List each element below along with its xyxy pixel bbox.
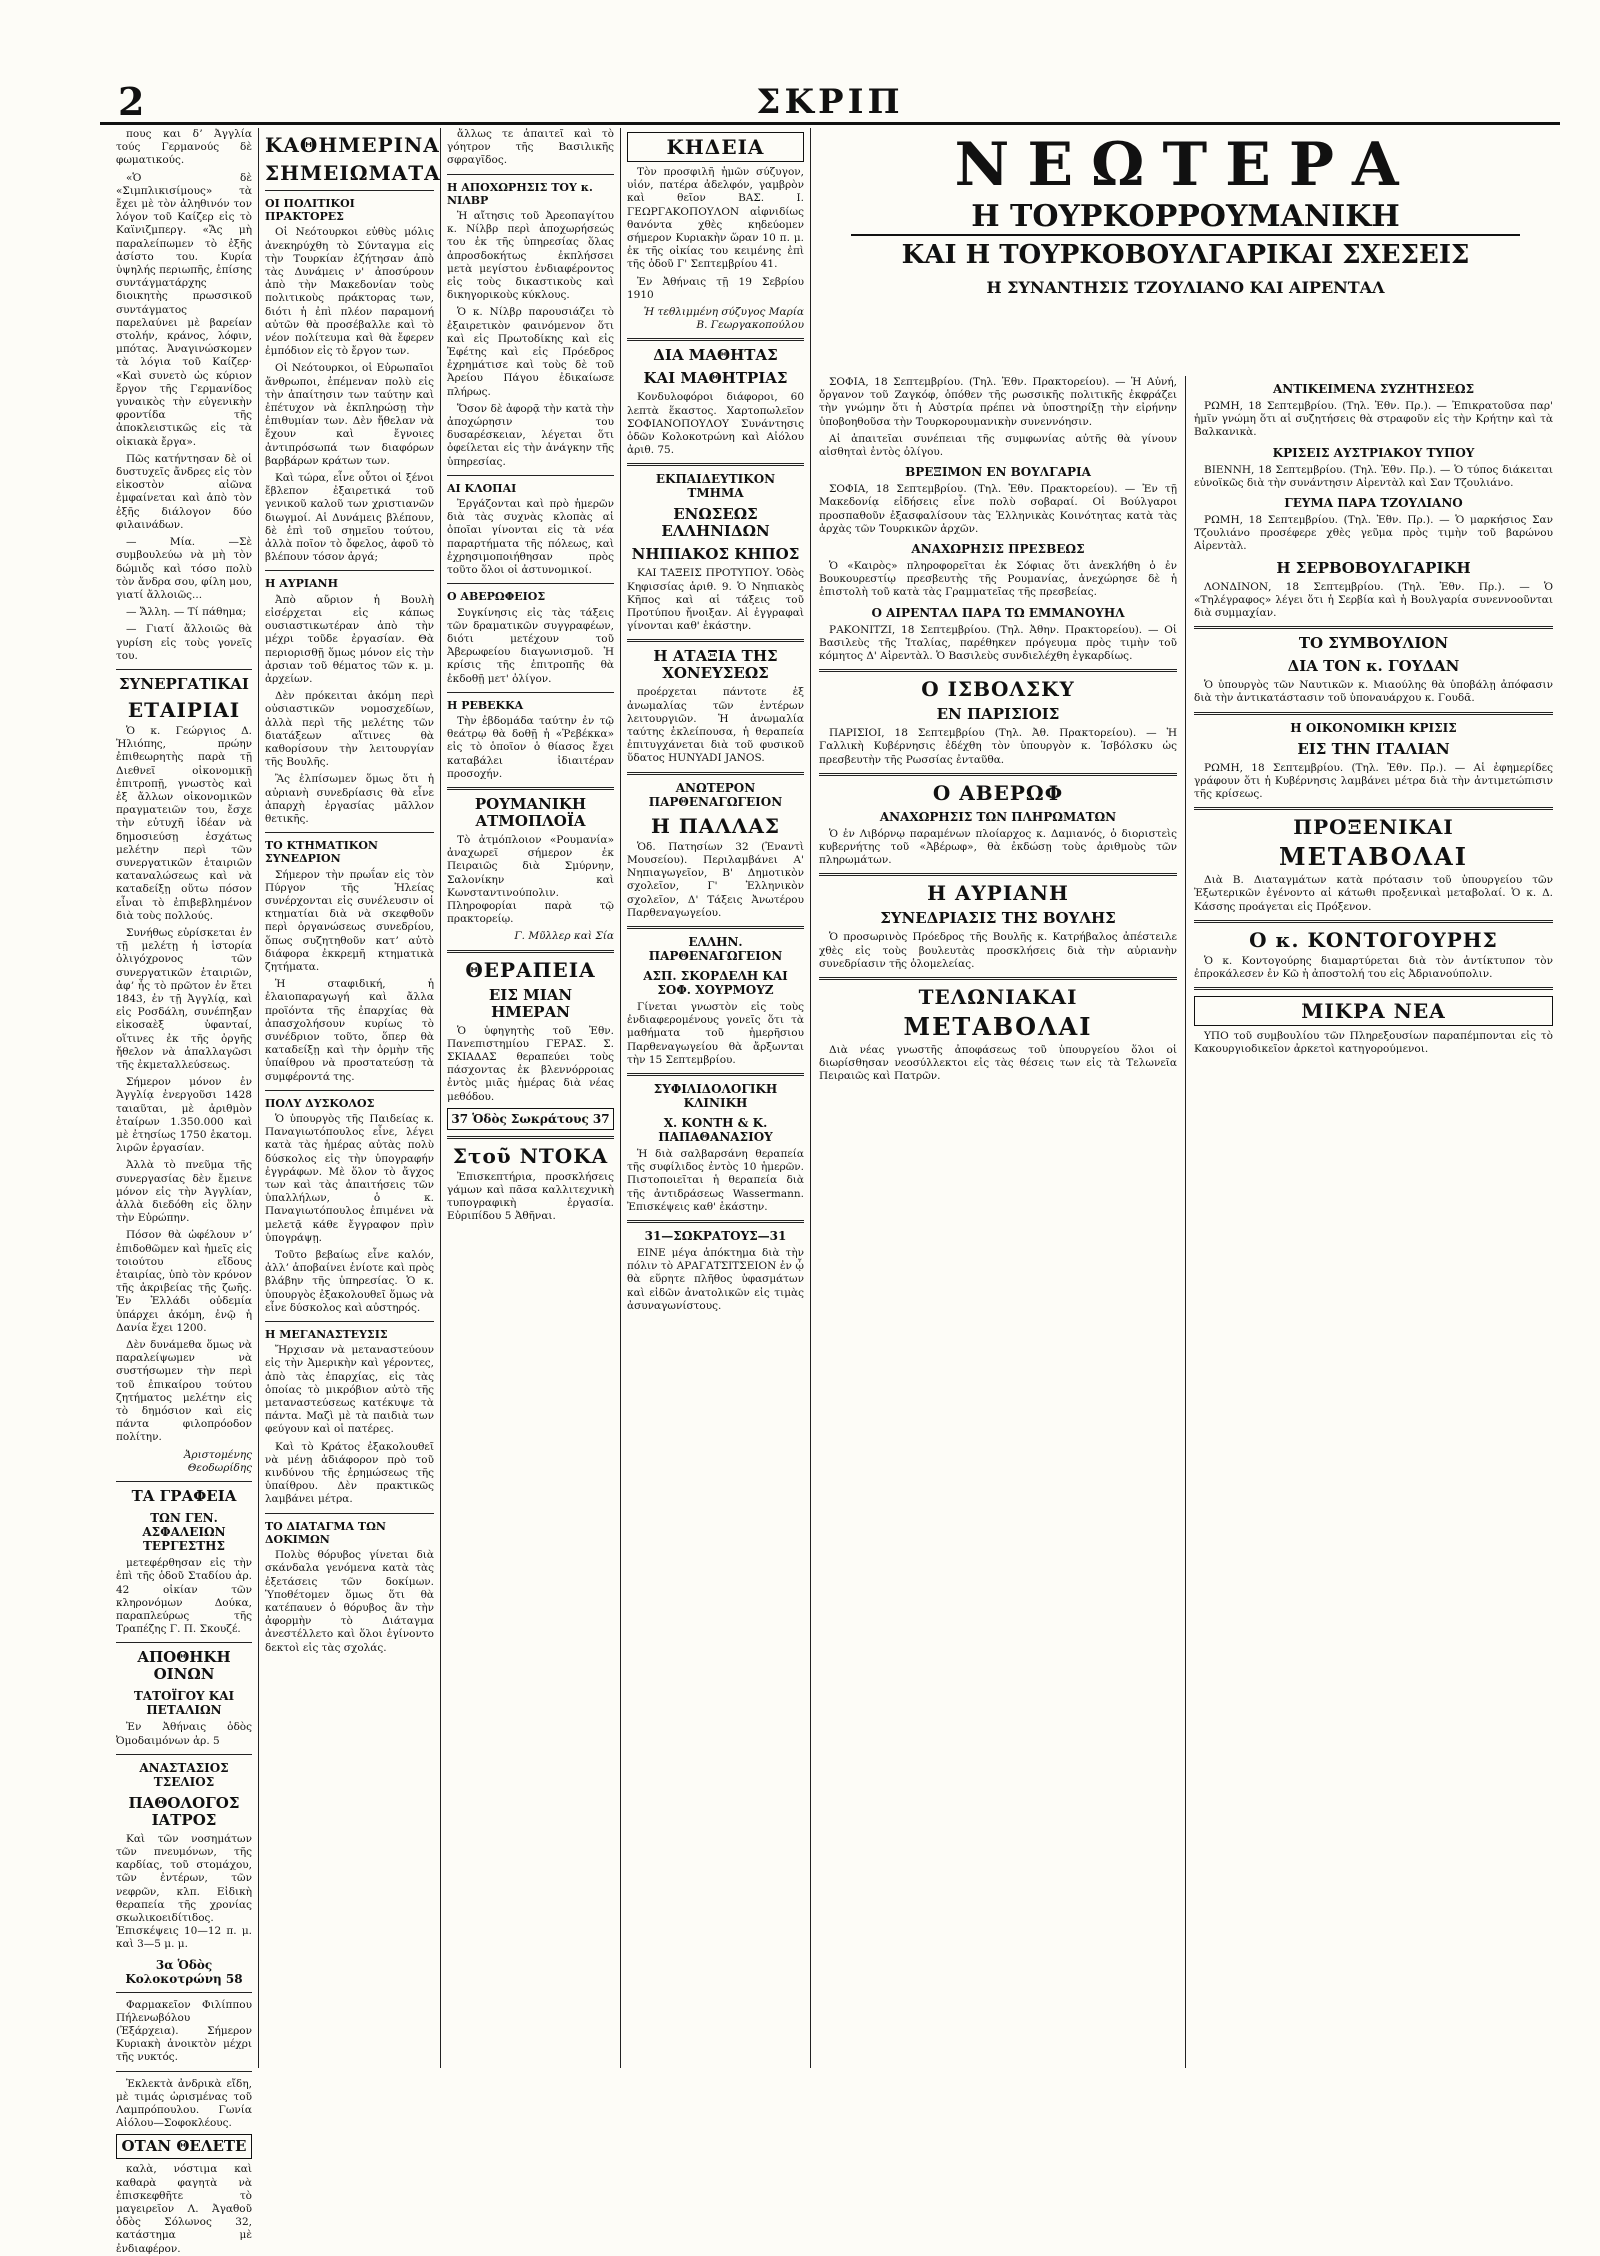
column-1 <box>110 128 258 2255</box>
divider <box>819 873 1177 876</box>
news-subheadline-metavolai: ΜΕΤΑΒΟΛΑΙ <box>1279 842 1468 872</box>
newspaper-name: ΣΚΡΙΠ <box>756 82 904 122</box>
news-paragraph: ΒΙΕΝΝΗ, 18 Σεπτεμβρίου. (Τηλ. Ἐθν. Πρ.). — Ὁ τύπος διάκειται εὐνοϊκῶς διὰ τὴν συνάντησιν Αἰρεντὰλ καὶ Σαν Τζουλιάνο. <box>1194 463 1553 489</box>
ad-subheadline-pallas: Η ΠΑΛΛΑΣ <box>651 813 780 838</box>
divider <box>265 1513 434 1514</box>
article-paragraph: ἄλλως τε ἀπαιτεῖ καὶ τὸ γόητρον τῆς Βασιλικῆς σφραγῖδος. <box>447 128 614 167</box>
section-headline-kathimerina: ΚΑΘΗΜΕΡΙΝΑ <box>265 133 440 157</box>
news-headline-averof: Ο ΑΒΕΡΩΦ <box>932 780 1064 805</box>
article-paragraph: Συνήθως εὑρίσκεται ἐν τῇ μελέτῃ ἡ ἱστορία ὀλιγόχρονος τῶν συνεργατικῶν ἑταιριῶν, ἀφʼ ἧς τὸ πρῶτον ἐν ἔτει 1843, ἐν τῇ Ἀγγλίᾳ, καὶ εἰς Ροσδάλη, συνέπηξαν εἰκοσαὲξ ὑφανταί, οἵτινες ἐκ τῆς ὀργῆς ἤθελον νὰ ἀπαλλαγῶσι τῆς ἐκμεταλλεύσεως. <box>116 926 252 1071</box>
divider <box>447 583 614 584</box>
ad-subheadline-iatros: ΠΑΘΟΛΟΓΟΣ ΙΑΤΡΟΣ <box>128 1793 240 1829</box>
divider <box>116 1642 252 1643</box>
divider <box>265 832 434 833</box>
news-paragraph: ΡΑΚΟΝΙΤΖΙ, 18 Σεπτεμβρίου. (Τηλ. Ἀθην. Πρακτορείου). — Οἱ Βασιλεὺς τῆς Ἰταλίας, παρέθηκεν πρόγευμα πρὸς τιμὴν τοῦ κόμητος Δ' Αἰρεντὰλ. Ὁ Βασιλεὺς συνδιελέχθη ἐγκαρδίως. <box>819 623 1177 663</box>
ad-subheadline-enoseos: ΕΝΩΣΕΩΣ ΕΛΛΗΝΙΔΩΝ <box>661 505 770 541</box>
ad-headline-ntoka: Στοῦ ΝΤΟΚΑ <box>452 1143 609 1168</box>
subheadline-synantisis: Η ΣΥΝΑΝΤΗΣΙΣ ΤΖΟΥΛΙΑΝΟ ΚΑΙ ΑΙΡΕΝΤΑΛ <box>986 278 1385 297</box>
divider <box>447 475 614 476</box>
ad-address: 37 Ὁδὸς Σωκράτους 37 <box>447 1108 614 1130</box>
masthead <box>100 79 1560 125</box>
neotera-headline: ΝΕΩΤΕΡΑ <box>954 130 1417 200</box>
article-paragraph: Ἂς ἐλπίσωμεν ὅμως ὅτι ἡ αὐριανὴ συνεδρίασις θὰ εἶνε ἀπαρχὴ ἐργασίας μᾶλλον θετικῆς. <box>265 773 434 825</box>
article-paragraph: Ὁ κ. Νίλβρ παρουσιάζει τὸ ἐξαιρετικὸν φαινόμενον ὅτι καὶ εἰς Πρωτοδίκης καὶ εἰς Ἐφέτης καὶ εἰς Πρόεδρος ἐχρημάτισε καὶ τοὺς δὲ τοῦ Ἀρείου Πάγου ἐδικαίωσε πλήρως. <box>447 306 614 398</box>
article-paragraph: Ἡ σταφιδική, ἡ ἐλαιοπαραγωγή καὶ ἄλλα προϊόντα τῆς ἐπαρχίας θὰ ἀπασχολήσουν κυρίως τὸ συνέδριον τοῦτο, ὅπερ θὰ καταδείξῃ καὶ τὴν ὁρμὴν τῆς ὑπαίθρου νὰ προστατεύσῃ τὰ συμφέροντά της. <box>265 978 434 1083</box>
article-paragraph: Ὁ κ. Γεώργιος Δ. Ἠλιόπης, πρώην ἐπιθεωρητὴς παρὰ τῇ Διεθνεῖ οἰκονομικῇ ἐπιτροπῇ, γνωστὸς καὶ ἐξ ἄλλων οἰκονομικῶν πραγματειῶν του, ἔσχε τὴν εὐτυχῆ ἰδέαν νὰ δημοσιεύσῃ ἐσχάτως μελέτην περὶ τῶν συνεργατικῶν ἑταιριῶν καταναλώσεως καὶ νὰ καταδείξῃ οὕτω πόσον εἶναι τὸ ἐπιβεβλημένον διὰ τοὺς πολλούς. <box>116 724 252 922</box>
article-paragraph: Τὴν ἐβδομάδα ταύτην ἐν τῷ θεάτρῳ θὰ δοθῇ ἡ «Ῥεβέκκα» εἰς τὸ ὁποῖον ὁ θίασος ἔχει καταβάλει ἰδιαιτέραν προσοχήν. <box>447 714 614 780</box>
news-headline: ΑΝΤΙΚΕΙΜΕΝΑ ΣΥΖΗΤΗΣΕΩΣ <box>1272 382 1475 396</box>
ad-text: Ἡ διὰ σαλβαρσάνη θεραπεία τῆς συφίλιδος ἐντὸς 10 ἡμερῶν. Πιστοποιεῖται ἡ θεραπεία διὰ τῆς ἀντιδράσεως Wassermann. Ἐπισκέψεις καθ' ἑκάστην. <box>627 1147 804 1213</box>
divider <box>116 1754 252 1755</box>
intro-paragraph: — Μία. —Σὲ συμβουλεύω νὰ μὴ τὸν δώμιὄς καὶ τόσο πολὺ τὸν ἄνδρα σου, φίλη μου, γιατί ἄλλοιῶς... <box>116 536 252 601</box>
news-paragraph: ΠΑΡΙΣΙΟΙ, 18 Σεπτεμβρίου (Τηλ. Ἀθ. Πρακτορείου). — Ἡ Γαλλικὴ Κυβέρνησις ἐδέχθη τὸν ὑπουργὸν κ. Ἰσβόλσκυ ὡς πρεσβευτὴν τῆς Ρωσσίας ἐνταῦθα. <box>819 727 1177 766</box>
article-paragraph: Ἐργάζονται καὶ πρὸ ἡμερῶν διὰ τὰς συχνὰς κλοπὰς αἱ ὁποῖαι γίνονται εἰς τὰ νέα παραρτήματα τῆς πόλεως, καὶ ἐχρησιμοποιήθησαν πρὸς τοῦτο ὅλοι οἱ ἀστυνομικοί. <box>447 498 614 577</box>
article-headline: ΤΟ ΔΙΑΤΑΓΜΑ ΤΩΝ ΔΟΚΙΜΩΝ <box>265 1519 386 1546</box>
news-paragraph: Ὁ ὑπουργὸς τῶν Ναυτικῶν κ. Μιαούλης θὰ ὑποβάλῃ ἀπόφασιν διὰ τὴν ἀντικατάστασιν τοῦ ὑποναυάρχου κ. Γουδᾶ. <box>1194 679 1553 705</box>
news-headline: Ο ΑΙΡΕΝΤΑΛ ΠΑΡΑ ΤΩ ΕΜΜΑΝΟΥΗΛ <box>871 605 1125 620</box>
news-paragraph: Ὁ «Καιρὸς» πληροφορεῖται ἐκ Σόφιας ὅτι ἀνεκλήθη ὁ ἐν Βουκουρεστίῳ πρεσβευτὴς τῆς Ρουμανίας, ἀνεχώρησε δὲ ἡ ἐπιστολὴ τοῦ κατὰ τὰς Γραμματεῖας τῆς πρεσβείας. <box>819 560 1177 599</box>
ad-headline-apothiki: ΑΠΟΘΗΚΗ ΟΙΝΩΝ <box>137 1648 231 1684</box>
article-paragraph: Συγκίνησις εἰς τὰς τάξεις τῶν δραματικῶν συγγραφέων, διότι μετέχουν τοῦ Ἀβερωφείου διαγωνισμοῦ. Ἡ κρίσις τῆς ἐπιτροπῆς θὰ ἐκδοθῇ μετ' ὀλίγον. <box>447 606 614 685</box>
ad-address: 3α Ὁδὸς Κολοκοτρώνη 58 <box>125 1957 243 1986</box>
banner-tourkorroumaniki: Η ΤΟΥΡΚΟΡΡΟΥΜΑΝΙΚΗ <box>851 200 1520 236</box>
ad-text: Καὶ τῶν νοσημάτων τῶν πνευμόνων, τῆς καρδίας, τοῦ στομάχου, τῶν ἐντέρων, τῶν νεφρῶν, κλπ. Εἰδικὴ θεραπεία τῆς χρονίας σκωλικοειδίτιδος. Ἐπισκέψεις 10—12 π. μ. καὶ 3—5 μ. μ. <box>116 1832 252 1951</box>
divider <box>627 1220 804 1223</box>
ad-subheadline-apothiki: ΤΑΤΟΪΓΟΥ ΚΑΙ ΠΕΤΑΛΙΩΝ <box>133 1689 235 1718</box>
article-paragraph: Ἀπὸ αὔριον ἡ Βουλὴ εἰσέρχεται εἰς κάπως ουσιαστικωτέραν ἀπὸ τὴν μέχρι τοῦδε ἐργασίαν. Θὰ περιορισθῇ ὅμως μόνον εἰς τὴν ἀρσιαν τοῦ θέματος τῶν κ. μ. ἀρχείων. <box>265 593 434 685</box>
divider <box>116 1481 252 1482</box>
news-paragraph: Διὰ Β. Διαταγμάτων κατὰ πρότασιν τοῦ ὑπουργείου τῶν Ἐξωτερικῶν ἐγένοντο αἱ κάτωθι προξενικαὶ μεταβολαί. Ὁ κ. Δ. Κάσσης προάγεται εἰς Πρόξενον. <box>1194 874 1553 913</box>
column-2 <box>258 128 440 2068</box>
news-subheadline-parisiois: ΕΝ ΠΑΡΙΣΙΟΙΣ <box>936 705 1060 724</box>
ad-headline-mathitas: ΔΙΑ ΜΑΘΗΤΑΣ <box>653 346 778 365</box>
divider <box>627 463 804 466</box>
news-subheadline-italian: ΕΙΣ ΤΗΝ ΙΤΑΛΙΑΝ <box>1297 739 1450 758</box>
divider <box>265 1090 434 1091</box>
news-paragraph: Ὁ προσωρινὸς Πρόεδρος τῆς Βουλῆς κ. Κατρήβαλος ἀπέστειλε χθὲς εἰς τοὺς βουλευτὰς προσκλήσεις διὰ τὴν αὐριανὴν συνεδρίασιν τῆς ὁλομελείας. <box>819 931 1177 970</box>
intro-paragraph: Πῶς κατήντησαν δὲ οἱ δυστυχεῖς ἄνδρες εἰς τὸν εἰκοστὸν αἰῶνα ἐμφαίνεται καὶ ἀπὸ τὸν ἐξῆς διάλογον δύο φιλαινάδων. <box>116 452 252 531</box>
news-paragraph: ΡΩΜΗ, 18 Σεπτεμβρίου. (Τηλ. Ἐθν. Πρ.). — Ὁ μαρκήσιος Σαν Τζουλιάνο προσέφερε χθὲς γεῦμα πρὸς τιμὴν τοῦ βαρώνου Αἰρεντὰλ. <box>1194 514 1553 553</box>
article-paragraph: Πόσον θὰ ὠφέλουν νʼ ἐπιδοθῶμεν καὶ ἡμεῖς εἰς τοιούτου εἴδους ἑταιρίας, ὑπὸ τὸν κρόνον τῆς ἀκριβείας τῆς ζωῆς. Ἐν Ἑλλάδι οὐδεμία ὑπάρχει ἀκόμη, ἐνῷ ἡ Δανία ἔχει 1200. <box>116 1229 252 1334</box>
article-headline: ΠΟΛΥ ΔΥΣΚΟΛΟΣ <box>265 1096 375 1110</box>
news-subheadline-metavolai: ΜΕΤΑΒΟΛΑΙ <box>903 1012 1093 1042</box>
ad-subheadline-therapeia: ΕΙΣ ΜΙΑΝ ΗΜΕΡΑΝ <box>488 985 573 1021</box>
article-paragraph: Οἱ Νεότουρκοι εὐθὺς μόλις ἀνεκηρύχθη τὸ Σύνταγμα εἰς τὴν Τουρκίαν ἐζήτησαν ἀπὸ τὰς Δυνάμεις ν' ἀποσύρουν ἀπὸ τὴν Μακεδονίαν τοὺς πολιτικοὺς πράκτορας των, διότι ἡ ἐπὶ πλέον παραμονή αὐτῶν θὰ προσέβαλλε καὶ τὸ νέον πολίτευμα καὶ θὰ ἔφερεν ἐμπόδιον εἰς τὸ ἔργον των. <box>265 226 434 358</box>
article-headline: Η ΜΕΓΑΝΑΣΤΕΥΣΙΣ <box>265 1328 388 1342</box>
divider <box>627 772 804 775</box>
divider <box>116 2071 252 2072</box>
news-headline: ΒΡΕΞΙΜΟΝ ΕΝ ΒΟΥΛΓΑΡΙΑ <box>905 465 1091 480</box>
divider <box>1194 626 1553 629</box>
news-headline: ΓΕΥΜΑ ΠΑΡΑ ΤΖΟΥΛΙΑΝΟ <box>1284 496 1463 511</box>
divider <box>1194 712 1553 715</box>
news-paragraph: Ὁ κ. Κοντογούρης διαμαρτύρεται διὰ τὸν ἀντίκτυπον τὸν ἐπροκάλεσεν ἐν Κῶ ἡ ἀποστολή του εἰς Ἀδριανούπολιν. <box>1194 954 1553 981</box>
news-paragraph: ΡΩΜΗ, 18 Σεπτεμβρίου. (Τηλ. Ἐθν. Πρ.). — Αἱ ἐφημερίδες γράφουν ὅτι ἡ Κυβέρνησις λαμβάνει μέτρα διὰ τὴν ἀντιμετώπισιν τῆς κρίσεως. <box>1194 761 1553 801</box>
article-paragraph: Πολὺς θόρυβος γίνεται διὰ σκάνδαλα γενόμενα κατὰ τὰς ἐξετάσεις τῶν δοκίμων. Ὑποθέτομεν ὅμως ὅτι θὰ κατέπαυεν ὁ θόρυβος ἂν τὴν ἀφορμὴν τὸ Διάταγμα ἀνεστέλλετο καὶ ὅλοι ἐγίνοντο δεκτοὶ εἰς τὰς σχολάς. <box>265 1549 434 1654</box>
ad-text: μετεφέρθησαν εἰς τὴν ἐπὶ τῆς ὁδοῦ Σταδίου ἀρ. 42 οἰκίαν τῶν κληρονόμων Δούκα, παραπλεύρως τῆς Τραπέζης Γ. Π. Σκουζέ. <box>116 1557 252 1636</box>
ad-text: Κονδυλοφόροι διάφοροι, 60 λεπτὰ ἕκαστος. Χαρτοπωλεῖον ΣΟΦΙΑΝΟΠΟΥΛΟΥ Συνάντησις ὁδῶν Κολοκοτρώνη καὶ Αἰόλου ἀριθ. 75. <box>627 391 804 457</box>
ad-text: Ὁ ὑφηγητὴς τοῦ Ἐθν. Πανεπιστημίου ΓΕΡΑΣ. Σ. ΣΚΙΑΔΑΣ θεραπεύει τοὺς πάσχοντας ἐκ βλεννόρροιας ἐντὸς μιᾶς ἡμέρας διὰ νέας μεθόδου. <box>447 1024 614 1103</box>
article-paragraph: Ὅσον δὲ ἀφορᾷ τὴν κατὰ τὴν ἀποχώρησιν του δυσαρέσκειαν, λέγεται ὅτι ὀφείλεται εἰς τὴν ἀνάγκην τῆς ὑπηρεσίας. <box>447 402 614 468</box>
divider <box>265 190 434 191</box>
divider <box>627 1073 804 1076</box>
ad-text: Ὁδ. Πατησίων 32 (Ἐναντὶ Μουσείου). Περιλαμβάνει Α' Νηπιαγωγεῖον, Β' Δημοτικὸν σχολεῖον, Γ' Ἑλληνικὸν σχολεῖον, Δ' Τάξεις Ἀνωτέρου Παρθεναγωγείου. <box>627 840 804 919</box>
ad-text: Τὸ ἀτμόπλοιον «Ρουμανία» ἀναχωρεῖ σήμερον ἐκ Πειραιῶς διὰ Σμύρνην, Σαλονίκην καὶ Κωνσταντινούπολιν. Πληροφορίαι παρὰ τῷ πρακτορείῳ. <box>447 833 614 926</box>
article-paragraph: Καὶ τώρα, εἶνε οὗτοι οἱ ξένοι ἔβλεπον ἐξαιρετικά τοῦ γενικοῦ καλοῦ των χριστιανῶν διωγμοί. Αἱ Δυνάμεις βλέπουν, δὲ ἐπὶ τοῦ σημεῖου τούτου, ἀλλὰ ποῖον τὸ ὄφελος, ἀφοῦ τὸ βλέπουν τόσον ἀργά; <box>265 472 434 564</box>
news-headline-kontogouris: Ο κ. ΚΟΝΤΟΓΟΥΡΗΣ <box>1249 927 1498 952</box>
news-headline-oikonomiki: Η ΟΙΚΟΝΟΜΙΚΗ ΚΡΙΣΙΣ <box>1290 720 1457 735</box>
intro-paragraph: «Ὁ δὲ «Σιμπλικισίμους» τὰ ἔχει μὲ τὸν ἀληθινόν τον λόγον τοῦ Καίζερ εἰς τὸ Καϊνιζμπεργ. «Ἄς μὴ παραλείπωμεν τὸ ἐξῆς ἀσίστο του. Κυρία ὑψηλής περιωπῆς, ἐπίσης συντάγματάρχης διοικητὴς πρωσσικοῦ συντάγματος παρελαύνει μὲ βαρείαν στολήν, κράνος, λόφιν, μπότας. Ἀναγινώσκομεν τὰ λόγια τοῦ Καίζερ· «Καὶ συνετὸ ὡς κύριον ἔργον τῆς Γερμανίδος γυναικὸς τὴν εὐγενικὴν φροντίδα τῆς ἀποκλειστικῶς εἰς τὰ οἰκιακὰ ἔργα». <box>116 171 253 448</box>
article-paragraph: Δὲν δυνάμεθα ὅμως νὰ παραλείψωμεν νὰ συστήσωμεν τὴν περὶ τοῦ ἐπικαίρου τούτου ζητήματος μελέτην εἰς τὸ δημόσιον καὶ εἰς πάντα φιλοπρόοδον πολίτην. <box>116 1339 252 1444</box>
notice-date: Ἐν Ἀθήναις τῇ 19 Σεβρίου 1910 <box>627 275 804 301</box>
notice-text: Τὸν προσφιλῆ ἡμῶν σύζυγον, υἱόν, πατέρα ἀδελφόν, γαμβρὸν καὶ θεῖον ΒΑΣ. Ι. ΓΕΩΡΓΑΚΟΠΟΥΛΟΝ αἰφνιδίως θανόντα χθὲς κηδεύομεν σήμερον Κυριακὴν ὥραν 10 π. μ. ἐκ τῆς οἰκίας του κειμένης ἐπὶ τῆς ὁδοῦ Γ' Σεπτεμβρίου 41. <box>627 166 804 271</box>
ad-text: ΚΑΙ ΤΑΞΕΙΣ ΠΡΟΤΥΠΟΥ. Ὁδὸς Κηφισσίας ἀριθ. 9. Ὁ Νηπιακὸς Κῆπος καὶ αἱ τάξεις τοῦ Προτύπου ἤνοιξαν. Αἱ ἐγγραφαὶ γίνονται καθ' ἑκάστην. <box>627 567 804 633</box>
ad-text: Γίνεται γνωστὸν εἰς τοὺς ἐνδιαφερομένους γονεῖς ὅτι τὰ μαθήματα τοῦ ἡμερῆσιου Παρθεναγωγείου θὰ ἄρξωνται τὴν 15 Σεπτεμβρίου. <box>627 1000 804 1066</box>
divider <box>116 669 252 670</box>
divider <box>447 174 614 175</box>
article-paragraph: Ὁ ὑπουργὸς τῆς Παιδείας κ. Παναγιωτόπουλος εἶνε, λέγει κατὰ τὰς ἡμέρας αὐτὰς πολὺ δύσκολος εἰς τὴν ὑπογραφήν ἐγγράφων. Μὲ ὅλον τὸ ἄγχος των καὶ τὰς ἀπαιτήσεις τῶν ὑπαλλήλων, ὁ κ. Παναγιωτόπουλος ἐπιμένει νὰ μελετᾷ κάθε ἔγγραφον πρὶν ὑπογράψῃ. <box>265 1113 434 1244</box>
article-paragraph: Ἤρχισαν νὰ μεταναστεύουν εἰς τὴν Ἀμερικὴν καὶ γέροντες, ἀπὸ τὰς ἐπαρχίας, εἰς τὰς ὁποίας τὸ μικρόβιον αὐτὸ τῆς μεταναστεύσεως κατέκυψε τὰ πάντα. Μαζὶ μὲ τὰ παιδιὰ των φεύγουν καὶ οἱ πατέρες. <box>265 1344 434 1436</box>
article-paragraph: Οἱ Νεότουρκοι, οἱ Εὐρωπαῖοι ἄνθρωποι, ἐπέμεναν πολὺ εἰς τὴν ἀπαίτησιν των ταύτην καὶ ἐπέτυχον νὰ ἐκπληρώσῃ τὴν ἐπιθυμίαν των. Δὲν ἤθελαν νὰ ἔχουν καὶ ἔγνοιες ἀντιπρόσωπά των διαφόρων βαρβάρων κράτων των. <box>265 362 434 467</box>
ad-text: Ἐπισκεπτήρια, προσκλήσεις γάμων καὶ πᾶσα καλλιτεχνικὴ τυπογραφικὴ ἐργασία. Εὐριπίδου 5 Ἀθῆναι. <box>447 1170 614 1223</box>
article-signature: Ἀριστομένης Θεοδωρίδης <box>183 1448 252 1474</box>
divider <box>447 950 614 953</box>
divider <box>447 692 614 693</box>
ad-subheadline-grafeia: ΤΩΝ ΓΕΝ. ΑΣΦΑΛΕΙΩΝ ΤΕΡΓΕΣΤΗΣ <box>142 1511 226 1554</box>
news-subheadline-goudan: ΔΙΑ ΤΟΝ κ. ΓΟΥΔΑΝ <box>1287 657 1460 676</box>
ad-text: καλὰ, νόστιμα καὶ καθαρὰ φαγητὰ νὰ ἐπισκεφθῆτε τὸ μαγειρεῖον Λ. Ἀγαθοῦ ὁδὸς Σόλωνος 32, κατάστημα μὲ ἐνδιαφέρον. <box>116 2163 252 2255</box>
ad-headline-ekpaideftikon: ΕΚΠΑΙΔΕΥΤΙΚΟΝ ΤΜΗΜΑ <box>655 472 776 501</box>
ad-signature: Γ. Μῦλλερ καὶ Σία <box>514 930 614 943</box>
news-subheadline-synedriasis: ΣΥΝΕΔΡΙΑΣΙΣ ΤΗΣ ΒΟΥΛΗΣ <box>880 909 1116 928</box>
news-paragraph: ΣΟΦΙΑ, 18 Σεπτεμβρίου. (Τηλ. Ἐθν. Πρακτορείου). — Ἡ Αὐνή, ὄργανον τοῦ Ζαγκόφ, ὁπόθεν τῆς ρωσσικῆς πολιτικῆς ἐκφράζει τὴν γνώμην ὅτι ἡ Αὐστρία πρέπει νὰ ὑποστηρίξῃ τὴν εἰρήνην ὑποβοηθοῦσα τὴν Τουρκορουμανικὴν συνεννόησιν. <box>819 376 1177 428</box>
article-paragraph: Ἡ αἴτησις τοῦ Ἀρεοπαγίτου κ. Νίλβρ περὶ ἀποχωρήσεώς του ἐκ τῆς ὑπηρεσίας ὅλας ἀπροσδοκήτως ἐκπλήσσει μετὰ μεγίστου ἐνδιαφέροντος εἰς τοὺς δικαστικοὺς καὶ δικηγορικοὺς κύκλους. <box>447 210 614 302</box>
news-paragraph: ΣΟΦΙΑ, 18 Σεπτεμβρίου. (Τηλ. Ἐθν. Πρακτορείου). — Ἐν τῇ Μακεδονίᾳ εἰδήσεις εἶνε πολὺ σοβαραί. Οἱ Βούλγαροι προσπαθοῦν ἐξασφαλίσουν τὰς Ἐλληνικὰς Κοινότητας κατὰ τὰς ἀρχὰς τῶν Τουρκικῶν ἀρχῶν. <box>819 483 1177 535</box>
news-headline-teloniakai: ΤΕΛΩΝΙΑΚΑΙ <box>918 985 1078 1010</box>
ad-subheadline-konti: Χ. ΚΟΝΤΗ & Κ. ΠΑΠΑΘΑΝΑΣΙΟΥ <box>658 1115 773 1144</box>
article-paragraph: Τοῦτο βεβαίως εἶνε καλόν, ἀλλʼ ἀποβαίνει ἐνίοτε καὶ πρὸς βλάβην τῆς ὑπηρεσίας. Ὁ κ. ὑπουργὸς ἐξακολουθεῖ ὅμως νὰ εἶνε δύσκολος καὶ αὐστηρός. <box>265 1249 434 1314</box>
news-headline: Η ΣΕΡΒΟΒΟΥΛΓΑΡΙΚΗ <box>1276 558 1471 577</box>
ad-headline-ellin: ΕΛΛΗΝ. ΠΑΡΘΕΝΑΓΩΓΕΙΟΝ <box>648 934 783 963</box>
ad-text: Ἐν Ἀθήναις ὁδὸς Ὀμοδαιμόνων ἀρ. 5 <box>116 1721 252 1747</box>
divider <box>819 773 1177 776</box>
news-paragraph: Αἱ ἀπαιτεῖαι συνέπειαι τῆς συμφωνίας αὐτῆς θὰ γίνουν αἰσθηταὶ ἐντὸς ὀλίγου. <box>819 432 1177 459</box>
article-headline: Η ΑΠΟΧΩΡΗΣΙΣ ΤΟΥ κ. ΝΙΛΒΡ <box>447 180 593 207</box>
news-paragraph: ΡΩΜΗ, 18 Σεπτεμβρίου. (Τηλ. Ἐθν. Πρ.). — Ἐπικρατοῦσα παρ' ἡμῖν γνώμη ὅτι αἱ συζητήσεις θὰ στραφοῦν εἰς τὴν Κρήτην καὶ τὰ Βαλκανικὰ. <box>1194 400 1553 439</box>
ad-headline-roumaniki: ΡΟΥΜΑΝΙΚΗ ΑΤΜΟΠΛΟΪΑ <box>474 794 587 830</box>
ad-text: προέρχεται πάντοτε ἐξ ἀνωμαλίας τῶν ἐντέρων λειτουργιῶν. Ἡ ἀνωμαλία ταύτης ἐκλείπουσα, ἡ θεραπεία ἐπιτυγχάνεται διὰ τοῦ φυσικοῦ ὕδατος HUNYADI JANOS. <box>627 686 804 765</box>
news-paragraph: Ὁ ἐν Λιβόρνῳ παραμένων πλοίαρχος κ. Δαμιανός, ὁ διοριστεὶς κυβερνήτης τοῦ «Ἀβέρωφ», θὰ ἐκδώσῃ τοὺς ἀριθμοὺς τῶν πληρωμάτων. <box>819 827 1177 867</box>
article-headline: ΑΙ ΚΛΟΠΑΙ <box>447 481 517 495</box>
news-headline-proxenikai: ΠΡΟΞΕΝΙΚΑΙ <box>1293 815 1454 840</box>
divider <box>1194 807 1553 810</box>
headline-synergatikai: ΣΥΝΕΡΓΑΤΙΚΑΙ <box>119 674 249 693</box>
article-headline: Ο ΑΒΕΡΩΦΕΙΟΣ <box>447 590 546 604</box>
article-headline: Η ΡΕΒΕΚΚΑ <box>447 698 524 712</box>
news-headline: ΚΡΙΣΕΙΣ ΑΥΣΤΡΙΑΚΟΥ ΤΥΠΟΥ <box>1272 445 1475 460</box>
ad-headline-grafeia: ΤΑ ΓΡΑΦΕΙΑ <box>131 1487 237 1506</box>
intro-paragraph: — Γιατί ἄλλοιῶς θὰ γυρίση εἰς τοὺς γονεῖς του. <box>116 623 252 662</box>
article-headline: ΤΟ ΚΤΗΜΑΤΙΚΟΝ ΣΥΝΕΔΡΙΟΝ <box>265 839 378 866</box>
ad-subheadline-skordeli: ΑΣΠ. ΣΚΟΡΔΕΛΗ ΚΑΙ ΣΟΦ. ΧΟΥΡΜΟΥΖ <box>643 968 788 997</box>
news-headline: ΑΝΑΧΩΡΗΣΙΣ ΠΡΕΣΒΕΩΣ <box>911 542 1085 557</box>
intro-paragraph: πους και δʼ Ἀγγλία τούς Γερμανούς δὲ φωματικούς. <box>116 128 252 167</box>
divider <box>819 669 1177 672</box>
ad-headline-syfilid: ΣΥΦΙΛΙΔΟΛΟΓΙΚΗ ΚΛΙΝΙΚΗ <box>653 1081 778 1110</box>
ad-headline-ataxia: Η ΑΤΑΞΙΑ ΤΗΣ ΧΟΝΕΥΣΕΩΣ <box>653 647 778 683</box>
ad-subheadline-nipiakos: ΝΗΠΙΑΚΟΣ ΚΗΠΟΣ <box>631 545 800 564</box>
intro-paragraph: — Ἄλλη. — Τί πάθημα; <box>126 606 247 619</box>
divider <box>627 926 804 929</box>
ad-text-pharmacy: Φαρμακεῖον Φιλίππου Πήλενωβόλου (Ἐξάρχεια). Σήμερον Κυριακὴ ἀνοικτὸν μέχρι τῆς νυκτός. <box>116 1998 252 2064</box>
news-headline-mikra-nea: ΜΙΚΡΑ ΝΕΑ <box>1194 996 1553 1026</box>
divider <box>627 338 804 341</box>
headline-etairiai: ΕΤΑΙΡΙΑΙ <box>127 697 241 722</box>
ad-headline-sokratous: 31—ΣΩΚΡΑΤΟΥΣ—31 <box>644 1228 787 1243</box>
article-paragraph: Ἀλλὰ τὸ πνεῦμα τῆς συνεργασίας δὲν ἔμεινε μόνον εἰς τὴν Ἀγγλίαν, ἀλλὰ διεδόθη εἰς ὅλην τὴν Εὐρώπην. <box>116 1159 252 1225</box>
ad-headline-anoteron: ΑΝΩΤΕΡΟΝ ΠΑΡΘΕΝΑΓΩΓΕΙΟΝ <box>648 780 783 809</box>
newspaper-columns <box>110 128 1560 2255</box>
news-paragraph: ΥΠΟ τοῦ συμβουλίου τῶν Πληρεξουσίων παραπέμπονται εἰς τὸ Κακουργιοδικεῖον ἀρκετοὶ κατηγορούμενοι. <box>1194 1030 1553 1056</box>
column-4 <box>620 128 810 2068</box>
divider <box>447 1136 614 1139</box>
ad-subheadline-mathitrias: ΚΑΙ ΜΑΘΗΤΡΙΑΣ <box>643 369 788 388</box>
column-3 <box>440 128 620 2068</box>
divider <box>116 1992 252 1993</box>
ad-text: Ἐκλεκτὰ ἀνδρικὰ εἴδη, μὲ τιμάς ὡρισμένας τοῦ Λαμπρόπουλου. Γωνία Αἰόλου—Σοφοκλέους. <box>116 2077 252 2130</box>
divider <box>627 639 804 642</box>
ad-headline-otan: ΟΤΑΝ ΘΕΛΕΤΕ <box>116 2134 252 2159</box>
banner-tourkovoulgarikai: ΚΑΙ Η ΤΟΥΡΚΟΒΟΥΛΓΑΡΙΚΑΙ ΣΧΕΣΕΙΣ <box>901 240 1470 270</box>
article-headline: Η ΑΥΡΙΑΝΗ <box>265 577 339 591</box>
divider <box>265 570 434 571</box>
neotera-right-column <box>1186 376 1561 2068</box>
ad-headline-tselios: ΑΝΑΣΤΑΣΙΟΣ ΤΣΕΛΙΟΣ <box>139 1760 229 1789</box>
article-paragraph: Σήμερον μόνον ἐν Ἀγγλίᾳ ἐνεργοῦσι 1428 ταιαῦται, μὲ ἀριθμὸν ἑταίρων 1.350.000 καὶ μὲ ἐτησίως 1750 ἑκατομ. λιρῶν ἐργασίαν. <box>116 1076 252 1155</box>
article-paragraph: Δὲν πρόκειται ἀκόμη περὶ οὐσιαστικῶν νομοσχεδίων, ἀλλὰ περὶ τῆς μελέτης τῶν διατάξεων αἵτινες θὰ καθορίσουν τὴν λειτουργίαν τῆς Βουλῆς. <box>265 690 434 769</box>
divider <box>819 977 1177 980</box>
news-paragraph: ΛΟΝΔΙΝΟΝ, 18 Σεπτεμβρίου. (Τηλ. Ἐθν. Πρ.). — Ὁ «Τηλέγραφος» λέγει ὅτι ἡ Σερβία καὶ ἡ Βουλγαρία συνεννοοῦνται διὰ συμμαχίαν. <box>1194 580 1553 620</box>
article-paragraph: Σήμερον τὴν πρωΐαν εἰς τὸν Πύργον τῆς Ἠλείας συνέρχονται εἰς συνέλευσιν οἱ κτηματίαι διὰ νὰ σκεφθοῦν περὶ ὀργανώσεως συνεδρίου, ὅπως συζητηθοῦν κατʼ αὐτὸ διάφορα ἐκκρεμῆ κτηματικὰ ζητήματα. <box>265 868 434 973</box>
news-headline-avriani: Η ΑΥΡΙΑΝΗ <box>927 881 1069 906</box>
news-subheadline-plirwmata: ΑΝΑΧΩΡΗΣΙΣ ΤΩΝ ΠΛΗΡΩΜΑΤΩΝ <box>879 809 1117 824</box>
column-5-neotera <box>810 128 1560 2068</box>
neotera-left-column <box>811 376 1186 2068</box>
news-headline-symvoulion: ΤΟ ΣΥΜΒΟΥΛΙΟΝ <box>1298 634 1449 653</box>
divider <box>447 787 614 790</box>
ad-text: ΕΙΝΕ μέγα ἀπόκτημα διὰ τὴν πόλιν τὸ ΑΡΑΓΑΤΣΙΤΣΕΙΟΝ ἐν ᾧ θὰ εὕρητε πλῆθος ὑφασμάτων καὶ εἰδῶν ἀνατολικῶν εἰς τιμὰς ἀσυναγωνίστους. <box>627 1246 804 1312</box>
ad-headline-therapeia: ΘΕΡΑΠΕΙΑ <box>465 957 596 982</box>
news-headline-isvolsky: Ο ΙΣΒΟΛΣΚΥ <box>921 677 1075 702</box>
section-headline-simeiomata: ΣΗΜΕΙΩΜΑΤΑ <box>265 161 441 185</box>
divider <box>1194 920 1553 923</box>
news-paragraph: Διὰ νέας γνωστῆς ἀποφάσεως τοῦ ὑπουργείου ὅλοι οἱ διωρίσθησαν νεοσύλλεκτοι εἰς τὰς θέσεις των εἰς τὰ Τελωνεῖα Πειραιῶς καὶ Πατρῶν. <box>819 1044 1177 1083</box>
notice-signature: Ἡ τεθλιμμένη σύζυγος Μαρία Β. Γεωργακοπούλου <box>643 306 804 332</box>
divider <box>265 1321 434 1322</box>
page-number: 2 <box>118 79 145 124</box>
divider <box>1194 987 1553 990</box>
article-paragraph: Καὶ τὸ Κράτος ἐξακολουθεῖ νὰ μένῃ ἀδιάφορον πρὸ τοῦ κινδύνου τῆς ἐρημώσεως τῆς ὑπαίθρου. Δὲν πρακτικῶς λαμβάνει μέτρα. <box>265 1440 434 1506</box>
headline-kideia: ΚΗΔΕΙΑ <box>627 132 804 162</box>
article-headline: ΟΙ ΠΟΛΙΤΙΚΟΙ ΠΡΑΚΤΟΡΕΣ <box>265 197 355 224</box>
